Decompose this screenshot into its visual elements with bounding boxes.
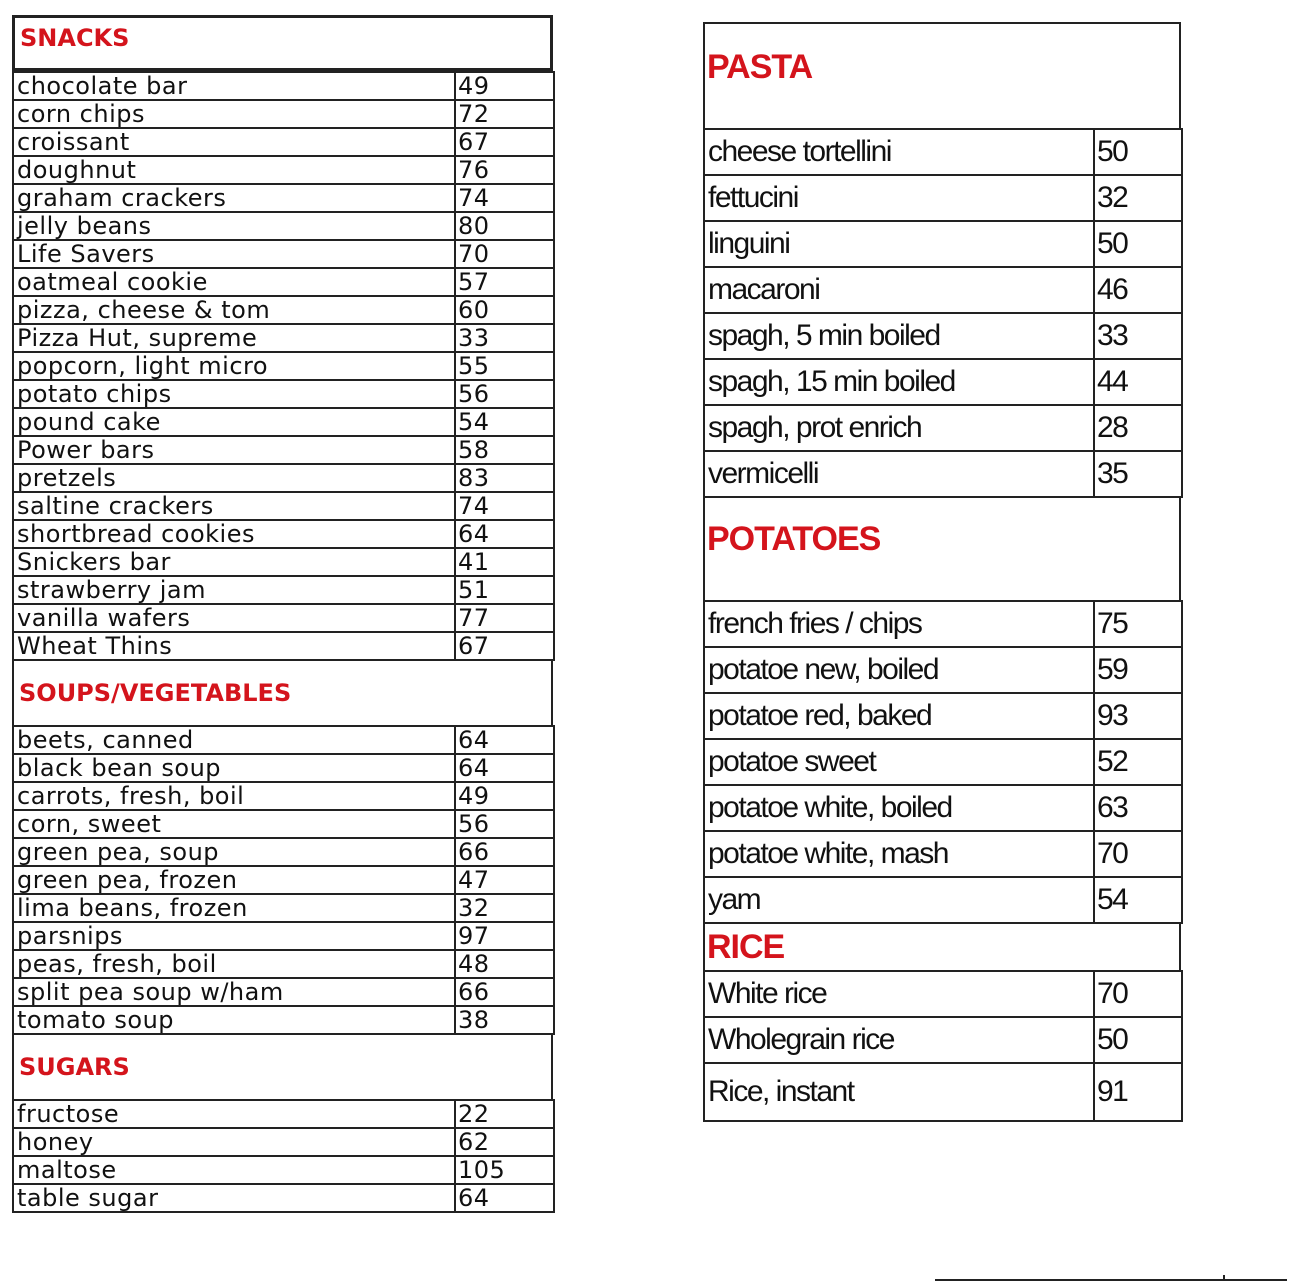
food-name: Snickers bar [13,548,455,576]
food-name: table sugar [13,1184,455,1212]
gi-value: 41 [455,548,554,576]
table-row [704,831,1182,877]
gi-value: 49 [455,782,554,810]
food-name: fructose [13,1100,455,1128]
table-row [13,156,554,184]
food-name: split pea soup w/ham [13,978,455,1006]
left-column [12,15,553,1213]
food-name: strawberry jam [13,576,455,604]
food-table-soups-vegetables [12,725,555,1035]
food-name: macaroni [704,267,1094,313]
table-row [13,922,554,950]
food-name: spagh, 5 min boiled [704,313,1094,359]
food-name: honey [13,1128,455,1156]
gi-value: 58 [455,436,554,464]
gi-value: 60 [455,296,554,324]
food-name: Power bars [13,436,455,464]
food-name: maltose [13,1156,455,1184]
gi-value: 56 [455,810,554,838]
table-row [704,175,1182,221]
table-row [13,1100,554,1128]
table-row [704,221,1182,267]
food-name: chocolate bar [13,72,455,100]
gi-value: 83 [455,464,554,492]
table-row [13,464,554,492]
food-name: french fries / chips [704,601,1094,647]
gi-value: 48 [455,950,554,978]
table-row [13,1006,554,1034]
table-row [13,520,554,548]
gi-value: 105 [455,1156,554,1184]
food-name: Wholegrain rice [704,1017,1094,1063]
table-row [13,576,554,604]
food-name: carrots, fresh, boil [13,782,455,810]
table-row [704,129,1182,175]
table-row [13,726,554,754]
food-name: shortbread cookies [13,520,455,548]
table-row [13,492,554,520]
gi-value: 32 [455,894,554,922]
table-row [704,451,1182,497]
table-row [13,866,554,894]
food-name: fettucini [704,175,1094,221]
gi-value: 51 [455,576,554,604]
food-name: corn chips [13,100,455,128]
gi-value: 57 [455,268,554,296]
gi-value: 91 [1094,1063,1182,1121]
gi-value: 72 [455,100,554,128]
food-name: spagh, 15 min boiled [704,359,1094,405]
gi-value: 67 [455,128,554,156]
table-row [704,739,1182,785]
right-column [703,22,1181,1122]
table-row [704,693,1182,739]
food-name: oatmeal cookie [13,268,455,296]
section-title: POTATOES [707,520,881,558]
food-name: Wheat Thins [13,632,455,660]
gi-value: 56 [455,380,554,408]
gi-value: 33 [455,324,554,352]
food-name: jelly beans [13,212,455,240]
food-name: green pea, soup [13,838,455,866]
gi-value: 70 [1094,971,1182,1017]
table-row [13,604,554,632]
table-row [13,240,554,268]
table-row [704,785,1182,831]
gi-value: 33 [1094,313,1182,359]
gi-value: 38 [455,1006,554,1034]
gi-value: 50 [1094,221,1182,267]
gi-value: 52 [1094,739,1182,785]
food-name: vanilla wafers [13,604,455,632]
gi-value: 70 [455,240,554,268]
table-row [704,1017,1182,1063]
gi-value: 54 [455,408,554,436]
page-footer-rule [935,1279,1287,1281]
food-table-rice [703,970,1183,1122]
food-name: parsnips [13,922,455,950]
gi-value: 67 [455,632,554,660]
food-name: peas, fresh, boil [13,950,455,978]
table-row [704,647,1182,693]
food-name: green pea, frozen [13,866,455,894]
table-row [704,405,1182,451]
table-row [704,359,1182,405]
gi-value: 54 [1094,877,1182,923]
table-row [13,324,554,352]
table-row [13,978,554,1006]
gi-value: 66 [455,978,554,1006]
food-name: potatoe red, baked [704,693,1094,739]
gi-value: 44 [1094,359,1182,405]
gi-value: 70 [1094,831,1182,877]
food-name: Rice, instant [704,1063,1094,1121]
food-name: tomato soup [13,1006,455,1034]
table-row [13,1128,554,1156]
food-name: vermicelli [704,451,1094,497]
gi-value: 64 [455,520,554,548]
table-row [13,296,554,324]
table-row [13,894,554,922]
section-title: RICE [707,927,785,966]
table-row [704,1063,1182,1121]
table-row [13,1184,554,1212]
table-row [704,313,1182,359]
food-name: potato chips [13,380,455,408]
gi-value: 93 [1094,693,1182,739]
gi-value: 35 [1094,451,1182,497]
table-row [13,100,554,128]
food-name: Pizza Hut, supreme [13,324,455,352]
food-name: pizza, cheese & tom [13,296,455,324]
gi-value: 32 [1094,175,1182,221]
section-title: SOUPS/VEGETABLES [19,679,292,707]
gi-value: 50 [1094,129,1182,175]
food-name: yam [704,877,1094,923]
food-table-potatoes [703,600,1183,924]
table-row [704,267,1182,313]
table-row [13,810,554,838]
food-name: cheese tortellini [704,129,1094,175]
food-name: linguini [704,221,1094,267]
food-name: popcorn, light micro [13,352,455,380]
gi-value: 28 [1094,405,1182,451]
gi-value: 64 [455,754,554,782]
gi-value: 46 [1094,267,1182,313]
gi-value: 74 [455,184,554,212]
food-table-snacks [12,71,555,661]
gi-value: 62 [455,1128,554,1156]
table-row [13,212,554,240]
table-row [13,128,554,156]
table-row [13,408,554,436]
food-name: Life Savers [13,240,455,268]
food-name: potatoe white, boiled [704,785,1094,831]
food-name: beets, canned [13,726,455,754]
table-row [13,950,554,978]
table-row [13,380,554,408]
food-name: doughnut [13,156,455,184]
table-row [13,632,554,660]
food-name: potatoe new, boiled [704,647,1094,693]
table-row [704,877,1182,923]
gi-value: 97 [455,922,554,950]
gi-value: 77 [455,604,554,632]
section-title: SUGARS [19,1053,130,1081]
food-name: black bean soup [13,754,455,782]
food-table-pasta [703,128,1183,498]
table-row [704,971,1182,1017]
section-title: PASTA [707,48,813,86]
gi-value: 22 [455,1100,554,1128]
food-name: pretzels [13,464,455,492]
section-header-rice [703,924,1181,970]
section-header-soups-vegetables [12,661,553,725]
food-name: corn, sweet [13,810,455,838]
food-table-sugars [12,1099,555,1213]
food-name: lima beans, frozen [13,894,455,922]
food-name: graham crackers [13,184,455,212]
section-title: SNACKS [20,24,130,52]
table-row [13,1156,554,1184]
table-row [13,548,554,576]
table-row [704,601,1182,647]
gi-value: 80 [455,212,554,240]
table-row [13,268,554,296]
gi-value: 55 [455,352,554,380]
footer-tick [1223,1275,1225,1281]
food-name: potatoe sweet [704,739,1094,785]
table-row [13,838,554,866]
table-row [13,352,554,380]
section-header-potatoes [703,498,1181,600]
food-name: White rice [704,971,1094,1017]
gi-value: 50 [1094,1017,1182,1063]
table-row [13,436,554,464]
table-row [13,72,554,100]
food-name: pound cake [13,408,455,436]
table-row [13,782,554,810]
gi-value: 76 [455,156,554,184]
section-header-snacks [12,15,553,71]
section-header-sugars [12,1035,553,1099]
gi-value: 75 [1094,601,1182,647]
gi-value: 59 [1094,647,1182,693]
gi-value: 64 [455,1184,554,1212]
gi-value: 74 [455,492,554,520]
food-name: saltine crackers [13,492,455,520]
food-name: potatoe white, mash [704,831,1094,877]
food-name: spagh, prot enrich [704,405,1094,451]
gi-value: 66 [455,838,554,866]
table-row [13,754,554,782]
table-row [13,184,554,212]
food-name: croissant [13,128,455,156]
gi-value: 64 [455,726,554,754]
section-header-pasta [703,22,1181,128]
gi-value: 63 [1094,785,1182,831]
gi-value: 49 [455,72,554,100]
gi-value: 47 [455,866,554,894]
